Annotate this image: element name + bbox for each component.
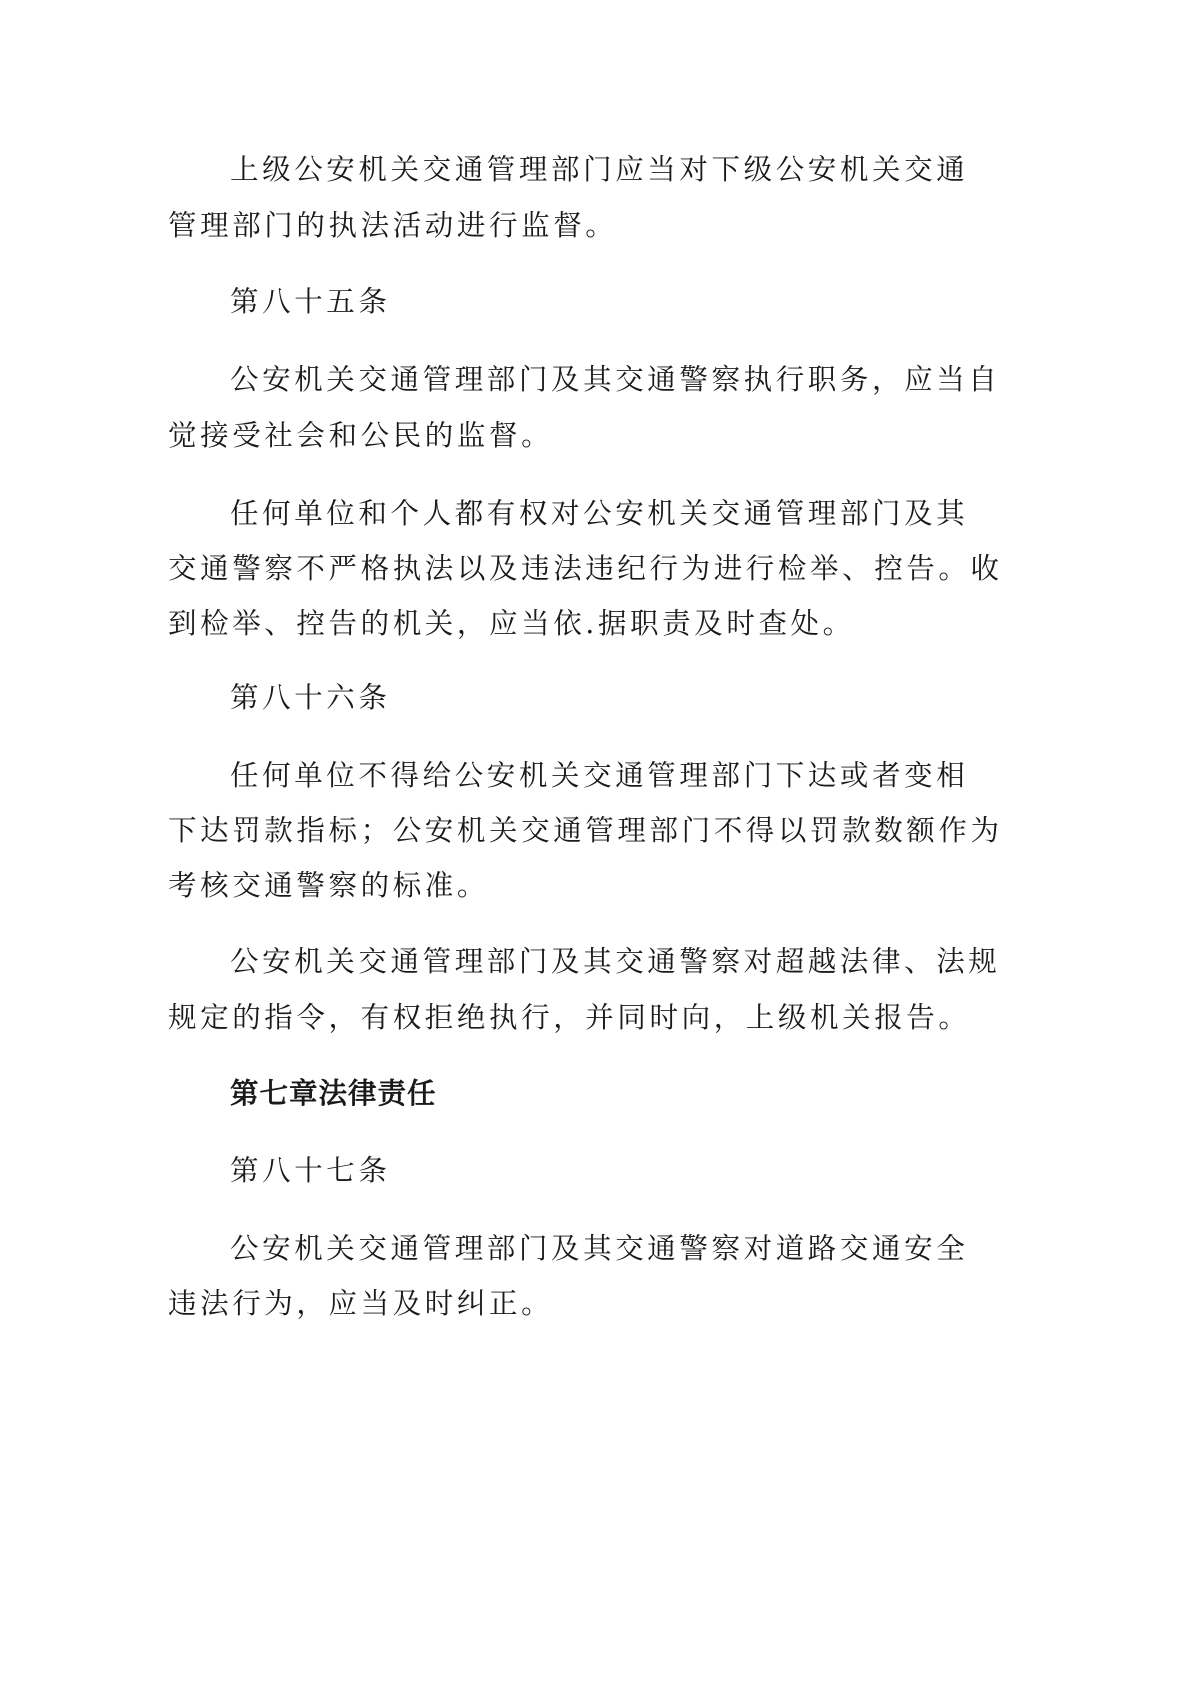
- paragraph-4-line-3: 到检举、控告的机关，应当依.据职责及时查处。: [168, 607, 855, 640]
- paragraph-1-line-1: 上级公安机关交通管理部门应当对下级公安机关交通: [230, 153, 969, 186]
- paragraph-4-line-1: 任何单位和个人都有权对公安机关交通管理部门及其: [230, 497, 969, 530]
- paragraph-1-line-2: 管理部门的执法活动进行监督。: [168, 209, 618, 242]
- article-86-heading: 第八十六条: [230, 681, 391, 714]
- paragraph-7-line-1: 公安机关交通管理部门及其交通警察对超越法律、法规: [230, 945, 1001, 978]
- paragraph-6-line-3: 考核交通警察的标准。: [168, 869, 490, 902]
- paragraph-6-line-2: 下达罚款指标；公安机关交通管理部门不得以罚款数额作为: [168, 814, 1003, 847]
- article-85-heading: 第八十五条: [230, 285, 391, 318]
- paragraph-4-line-2: 交通警察不严格执法以及违法违纪行为进行检举、控告。收: [168, 552, 1003, 585]
- paragraph-6-line-1: 任何单位不得给公安机关交通管理部门下达或者变相: [230, 759, 969, 792]
- article-87-heading: 第八十七条: [230, 1154, 391, 1187]
- paragraph-10-line-2: 违法行为，应当及时纠正。: [168, 1287, 554, 1320]
- chapter-7-heading: 第七章法律责任: [230, 1077, 437, 1110]
- paragraph-7-line-2: 规定的指令，有权拒绝执行，并同时向，上级机关报告。: [168, 1001, 971, 1034]
- paragraph-3-line-1: 公安机关交通管理部门及其交通警察执行职务，应当自: [230, 363, 1001, 396]
- paragraph-3-line-2: 觉接受社会和公民的监督。: [168, 419, 554, 452]
- paragraph-10-line-1: 公安机关交通管理部门及其交通警察对道路交通安全: [230, 1232, 969, 1265]
